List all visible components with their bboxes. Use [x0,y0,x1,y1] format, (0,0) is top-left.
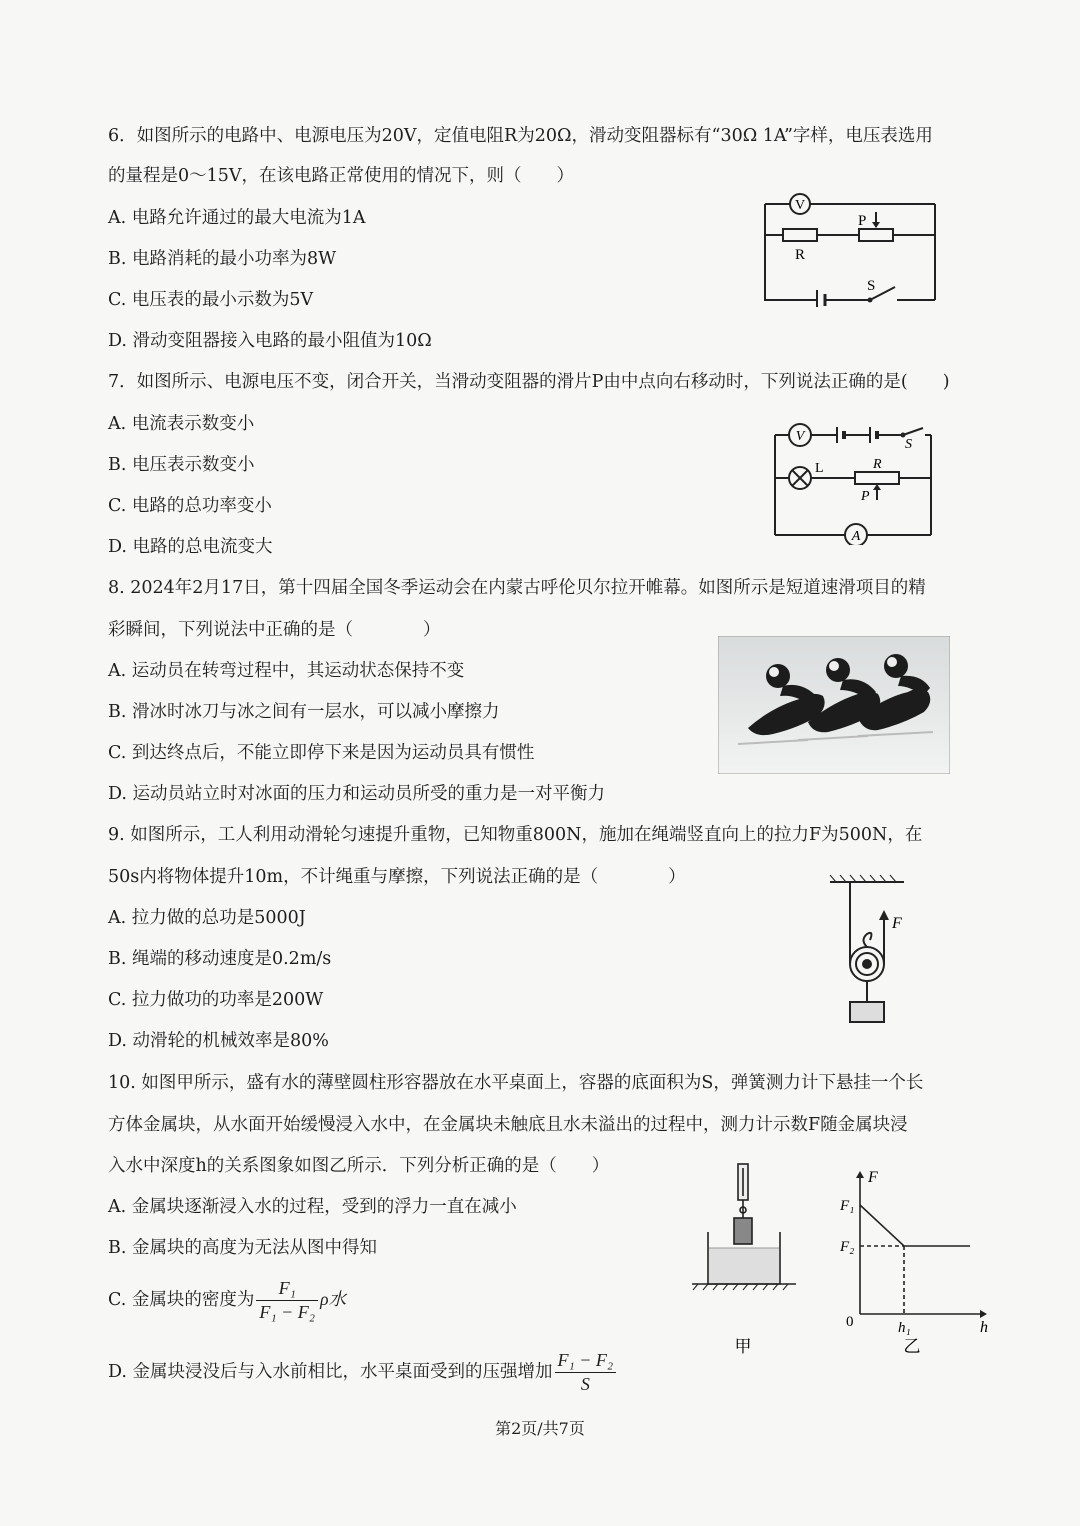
q6-stem-line2: 的量程是0～15V，在该电路正常使用的情况下，则（ ） [108,166,575,186]
q10-option-c-numerator: F₁ [256,1278,318,1301]
q7-resistor-label: R [873,457,882,472]
q8-option-c: C. 到达终点后，不能立即停下来是因为运动员具有惯性 [108,743,535,763]
q10-graph-curve [860,1205,970,1246]
q10-option-c-prefix: C. 金属块的密度为 [108,1290,255,1310]
q9-option-a: A. 拉力做的总功是5000J [108,908,306,928]
page-footer: 第2页/共7页 [495,1419,585,1438]
q10-option-d [108,1350,618,1395]
q9-stem-line1: 9. 如图所示，工人利用动滑轮匀速提升重物，已知物重800N，施加在绳端竖直向上的拉力F为500N，在 [108,825,923,845]
q9-option-d: D. 动滑轮的机械效率是80% [108,1031,329,1051]
q10-graph-origin-label: 0 [846,1314,854,1330]
q9-option-c: C. 拉力做功的功率是200W [108,990,324,1010]
q10-stem-line1: 10. 如图甲所示，盛有水的薄壁圆柱形容器放在水平桌面上，容器的底面积为S，弹簧测力计下悬挂一个长 [108,1073,924,1093]
q10-option-c-denominator: F₁ − F₂ [259,1302,316,1322]
q8-option-d: D. 运动员站立时对冰面的压力和运动员所受的重力是一对平衡力 [108,784,606,804]
q7-voltmeter-label: V [795,429,805,444]
q6-switch-label: S [867,278,876,294]
q8-stem-line1: 8. 2024年2月17日，第十四届全国冬季运动会在内蒙古呼伦贝尔拉开帷幕。如图所示是短道速滑项目的精 [108,578,926,598]
q10-figure-yi-graph [830,1160,995,1358]
q10-graph-x-label: h [980,1319,988,1336]
q7-circuit-diagram [765,420,940,545]
q6-voltmeter-label: V [794,198,806,213]
q10-option-a: A. 金属块逐渐浸入水的过程，受到的浮力一直在减小 [108,1197,517,1217]
q8-option-a: A. 运动员在转弯过程中，其运动状态保持不变 [108,661,465,681]
q7-lamp-label: L [815,461,824,476]
q7-stem: 7．如图所示、电源电压不变，闭合开关，当滑动变阻器的滑片P由中点向右移动时，下列说法正确的是( ) [108,372,950,392]
q9-force-label: F [892,915,902,932]
q10-figure-jia [688,1160,803,1358]
q9-option-b: B. 绳端的移动速度是0.2m/s [108,949,332,969]
q10-graph-y-label: F [868,1169,878,1186]
q10-option-c-fraction [256,1278,318,1323]
q6-resistor-label: R [795,247,806,263]
q9-pulley-diagram [822,872,922,1032]
q6-option-a: A. 电路允许通过的最大电流为1A [108,208,366,228]
q10-graph-f1-label: F₁ [840,1198,855,1214]
q6-slider-label: P [858,213,867,229]
q10-stem-line2: 方体金属块，从水面开始缓慢浸入水中，在金属块未触底且水未溢出的过程中，测力计示数F随金属块浸 [108,1115,908,1135]
q10-option-c-density-symbol: ρ水 [320,1289,346,1309]
q6-stem-line1: 6．如图所示的电路中、电源电压为20V，定值电阻R为20Ω，滑动变阻器标有“30Ω 1A”字样，电压表选用 [108,126,933,146]
q10-figure-yi-caption: 乙 [903,1337,921,1356]
q10-figure-jia-caption: 甲 [734,1337,752,1356]
q10-stem-line3: 入水中深度h的关系图象如图乙所示．下列分析正确的是（ ） [108,1156,610,1176]
q7-slider-label: P [861,489,870,504]
q6-option-b: B. 电路消耗的最小功率为8W [108,249,337,269]
q6-option-c: C. 电压表的最小示数为5V [108,290,314,310]
q7-ammeter-label: A [851,529,861,544]
q10-option-d-fraction [555,1350,617,1395]
q7-option-d: D. 电路的总电流变大 [108,537,273,557]
q10-option-c [108,1278,346,1323]
q7-switch-label: S [905,437,912,452]
q10-option-d-numerator: F₁ − F₂ [555,1350,617,1373]
q7-option-a: A. 电流表示数变小 [108,414,255,434]
q8-speed-skating-photo [718,636,950,774]
q10-option-b: B. 金属块的高度为无法从图中得知 [108,1238,377,1258]
q7-option-b: B. 电压表示数变小 [108,455,255,475]
q8-option-b: B. 滑冰时冰刀与冰之间有一层水，可以减小摩擦力 [108,702,500,722]
q7-option-c: C. 电路的总功率变小 [108,496,272,516]
q9-stem-line2: 50s内将物体提升10m，不计绳重与摩擦，下列说法正确的是（ ） [108,867,686,887]
q6-option-d: D. 滑动变阻器接入电路的最小阻值为10Ω [108,331,432,351]
q10-graph-h1-label: h₁ [898,1320,911,1336]
q6-circuit-diagram [755,192,945,307]
q10-graph-f2-label: F₂ [840,1239,855,1255]
q8-stem-line2: 彩瞬间，下列说法中正确的是（ ） [108,620,441,640]
q10-option-d-prefix: D. 金属块浸没后与入水前相比，水平桌面受到的压强增加 [108,1362,553,1382]
q10-option-d-denominator: S [580,1374,590,1394]
